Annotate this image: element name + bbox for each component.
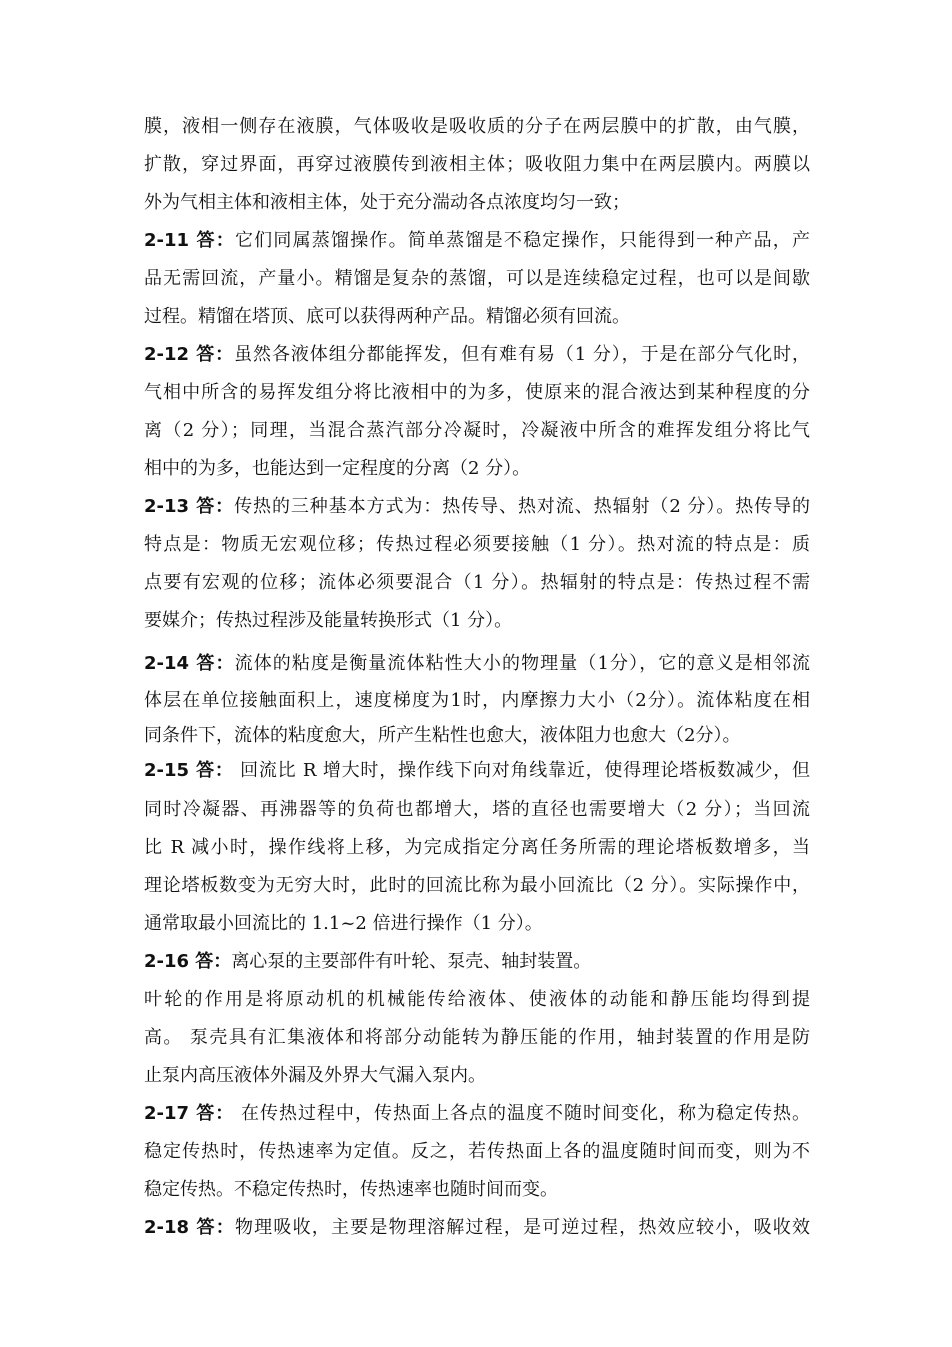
question-number: 2-12 答： [144, 344, 235, 365]
answer-text: 同时冷凝器、再沸器等的负荷也都增大，塔的直径也需要增大（2 分）；当回流 [144, 799, 810, 820]
answer-text: 气相中所含的易挥发组分将比液相中的为多，使原来的混合液达到某种程度的分 [144, 382, 810, 403]
answer-text: 稳定传热。不稳定传热时，传热速率也随时间而变。 [144, 1179, 558, 1200]
text-line [144, 191, 810, 215]
question-number: 2-14 答： [144, 653, 235, 674]
text-line [144, 950, 810, 974]
question-number: 2-11 答： [144, 230, 235, 251]
text-line [144, 759, 810, 783]
text-line [144, 1216, 810, 1240]
answer-text: 品无需回流，产量小。精馏是复杂的蒸馏，可以是连续稳定过程，也可以是间歇 [144, 268, 810, 289]
answer-text: 它们同属蒸馏操作。简单蒸馏是不稳定操作，只能得到一种产品，产 [234, 230, 810, 251]
text-line [144, 988, 810, 1012]
answer-text: 过程。精馏在塔顶、底可以获得两种产品。精馏必须有回流。 [144, 306, 630, 327]
text-line [144, 652, 810, 676]
text-line [144, 343, 810, 367]
question-number: 2-16 答： [144, 951, 232, 972]
text-line [144, 305, 810, 329]
answer-text: 稳定传热时，传热速率为定值。反之，若传热面上各的温度随时间而变，则为不 [144, 1141, 810, 1162]
text-line [144, 533, 810, 557]
question-number: 2-13 答： [144, 496, 235, 517]
text-line [144, 874, 810, 898]
text-line [144, 571, 810, 595]
answer-text: 离心泵的主要部件有叶轮、泵壳、轴封装置。 [231, 951, 592, 972]
text-line [144, 267, 810, 291]
text-line [144, 1178, 810, 1202]
answer-text: 回流比 R 增大时，操作线下向对角线靠近，使得理论塔板数减少，但 [233, 760, 810, 781]
question-number: 2-18 答： [144, 1217, 235, 1238]
answer-text: 点要有宏观的位移；流体必须要混合（1 分）。热辐射的特点是：传热过程不需 [144, 572, 810, 593]
text-line [144, 457, 810, 481]
answer-text: 流体的粘度是衡量流体粘性大小的物理量（1分），它的意义是相邻流 [234, 653, 810, 674]
answer-text: 膜，液相一侧存在液膜，气体吸收是吸收质的分子在两层膜中的扩散，由气膜， [144, 116, 810, 137]
answer-text: 特点是：物质无宏观位移；传热过程必须要接触（1 分）。热对流的特点是：质 [144, 534, 810, 555]
text-line [144, 609, 810, 633]
text-line [144, 381, 810, 405]
answer-text: 体层在单位接触面积上，速度梯度为1时，内摩擦力大小（2分）。流体粘度在相 [144, 690, 810, 711]
answer-text: 理论塔板数变为无穷大时，此时的回流比称为最小回流比（2 分）。实际操作中， [144, 875, 810, 896]
answer-text: 高。 泵壳具有汇集液体和将部分动能转为静压能的作用，轴封装置的作用是防 [144, 1027, 810, 1048]
text-line [144, 689, 810, 713]
question-number: 2-15 答： [144, 760, 234, 781]
answer-text: 比 R 减小时，操作线将上移，为完成指定分离任务所需的理论塔板数增多，当 [144, 837, 810, 858]
answer-text: 离（2 分）；同理，当混合蒸汽部分冷凝时，冷凝液中所含的难挥发组分将比气 [144, 420, 810, 441]
text-line [144, 798, 810, 822]
question-number: 2-17 答： [144, 1103, 235, 1124]
text-line [144, 419, 810, 443]
text-line [144, 836, 810, 860]
answer-text: 扩散，穿过界面，再穿过液膜传到液相主体；吸收阻力集中在两层膜内。两膜以 [144, 154, 810, 175]
answer-text: 物理吸收，主要是物理溶解过程，是可逆过程，热效应较小，吸收效 [234, 1217, 810, 1238]
answer-text: 止泵内高压液体外漏及外界大气漏入泵内。 [144, 1065, 486, 1086]
answer-text: 在传热过程中，传热面上各点的温度不随时间变化，称为稳定传热。 [234, 1103, 810, 1124]
text-line [144, 1102, 810, 1126]
text-line [144, 1026, 810, 1050]
text-line [144, 115, 810, 139]
answer-text: 叶轮的作用是将原动机的机械能传给液体、使液体的动能和静压能均得到提 [144, 989, 810, 1010]
text-line [144, 912, 810, 936]
answer-text: 虽然各液体组分都能挥发，但有难有易（1 分），于是在部分气化时， [234, 344, 810, 365]
text-line [144, 1064, 810, 1088]
answer-text: 同条件下，流体的粘度愈大，所产生粘性也愈大，液体阻力也愈大（2分）。 [144, 725, 741, 746]
answer-text: 相中的为多，也能达到一定程度的分离（2 分）。 [144, 458, 531, 479]
text-line [144, 495, 810, 519]
text-line [144, 1140, 810, 1164]
text-line [144, 724, 810, 748]
answer-text: 传热的三种基本方式为：热传导、热对流、热辐射（2 分）。热传导的 [234, 496, 810, 517]
answer-text: 通常取最小回流比的 1.1~2 倍进行操作（1 分）。 [144, 913, 543, 934]
text-line [144, 153, 810, 177]
answer-text: 要媒介；传热过程涉及能量转换形式（1 分）。 [144, 610, 513, 631]
answer-text: 外为气相主体和液相主体，处于充分湍动各点浓度均匀一致； [144, 192, 630, 213]
text-line [144, 229, 810, 253]
